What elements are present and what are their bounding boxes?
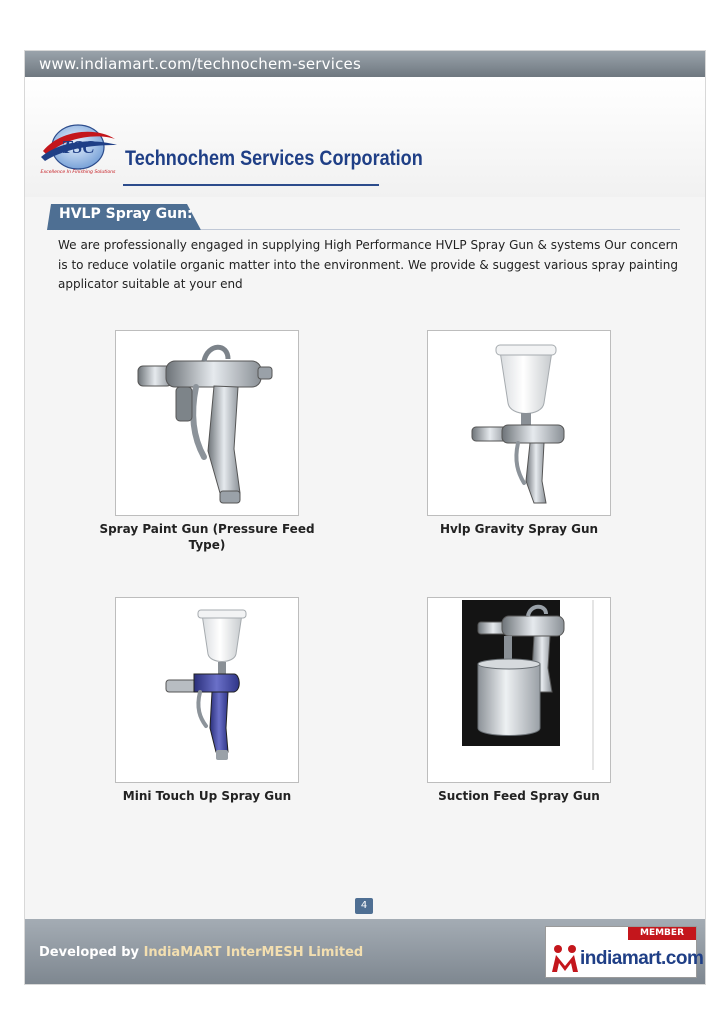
tsc-logo-icon [37,117,119,179]
logo-area [25,77,705,197]
product-image-gravity[interactable] [427,330,611,516]
product-caption-pressure-feed[interactable]: Spray Paint Gun (Pressure Feed Type) [99,522,315,552]
header-divider [123,184,379,186]
product-caption-gravity[interactable]: Hvlp Gravity Spray Gun [439,522,599,536]
intro-paragraph: We are professionally engaged in supplying High Performance HVLP Spray Gun & systems Our concern is to reduce volatile organic matter into the environment. We provide & suggest various spray painting applicator suitable at your end [58,238,678,291]
product-caption-suction-feed[interactable]: Suction Feed Spray Gun [438,789,600,803]
logo-tagline: Excellence In Finishing Solutions [40,170,116,175]
product-caption-mini-touch-up[interactable]: Mini Touch Up Spray Gun [122,789,292,803]
product-image-pressure-feed[interactable] [115,330,299,516]
spray-gun-image [428,598,611,783]
footer-credit [39,945,363,960]
product-image-mini-touch-up[interactable] [115,597,299,783]
member-ribbon: MEMBER [628,927,696,940]
logo-text: TSC [61,137,95,157]
page-number: 4 [355,898,373,914]
developed-by-label: Developed by [39,945,140,960]
developer-link[interactable]: IndiaMART InterMESH Limited [143,945,364,960]
indiamart-member-badge[interactable] [545,926,704,978]
footer-band [25,919,705,985]
section-title: HVLP Spray Gun: [59,206,193,222]
spray-gun-image [428,331,611,516]
member-brand: indiamart.com [580,948,704,969]
product-image-suction-feed[interactable] [427,597,611,783]
brochure-page [24,50,706,985]
top-bar [25,51,705,77]
company-name: Technochem Services Corporation [125,147,423,170]
indiamart-m-icon [550,942,580,974]
spray-gun-image [116,598,299,783]
section-underline [201,229,680,230]
header-url[interactable]: www.indiamart.com/technochem-services [39,55,361,73]
spray-gun-image [116,331,299,516]
